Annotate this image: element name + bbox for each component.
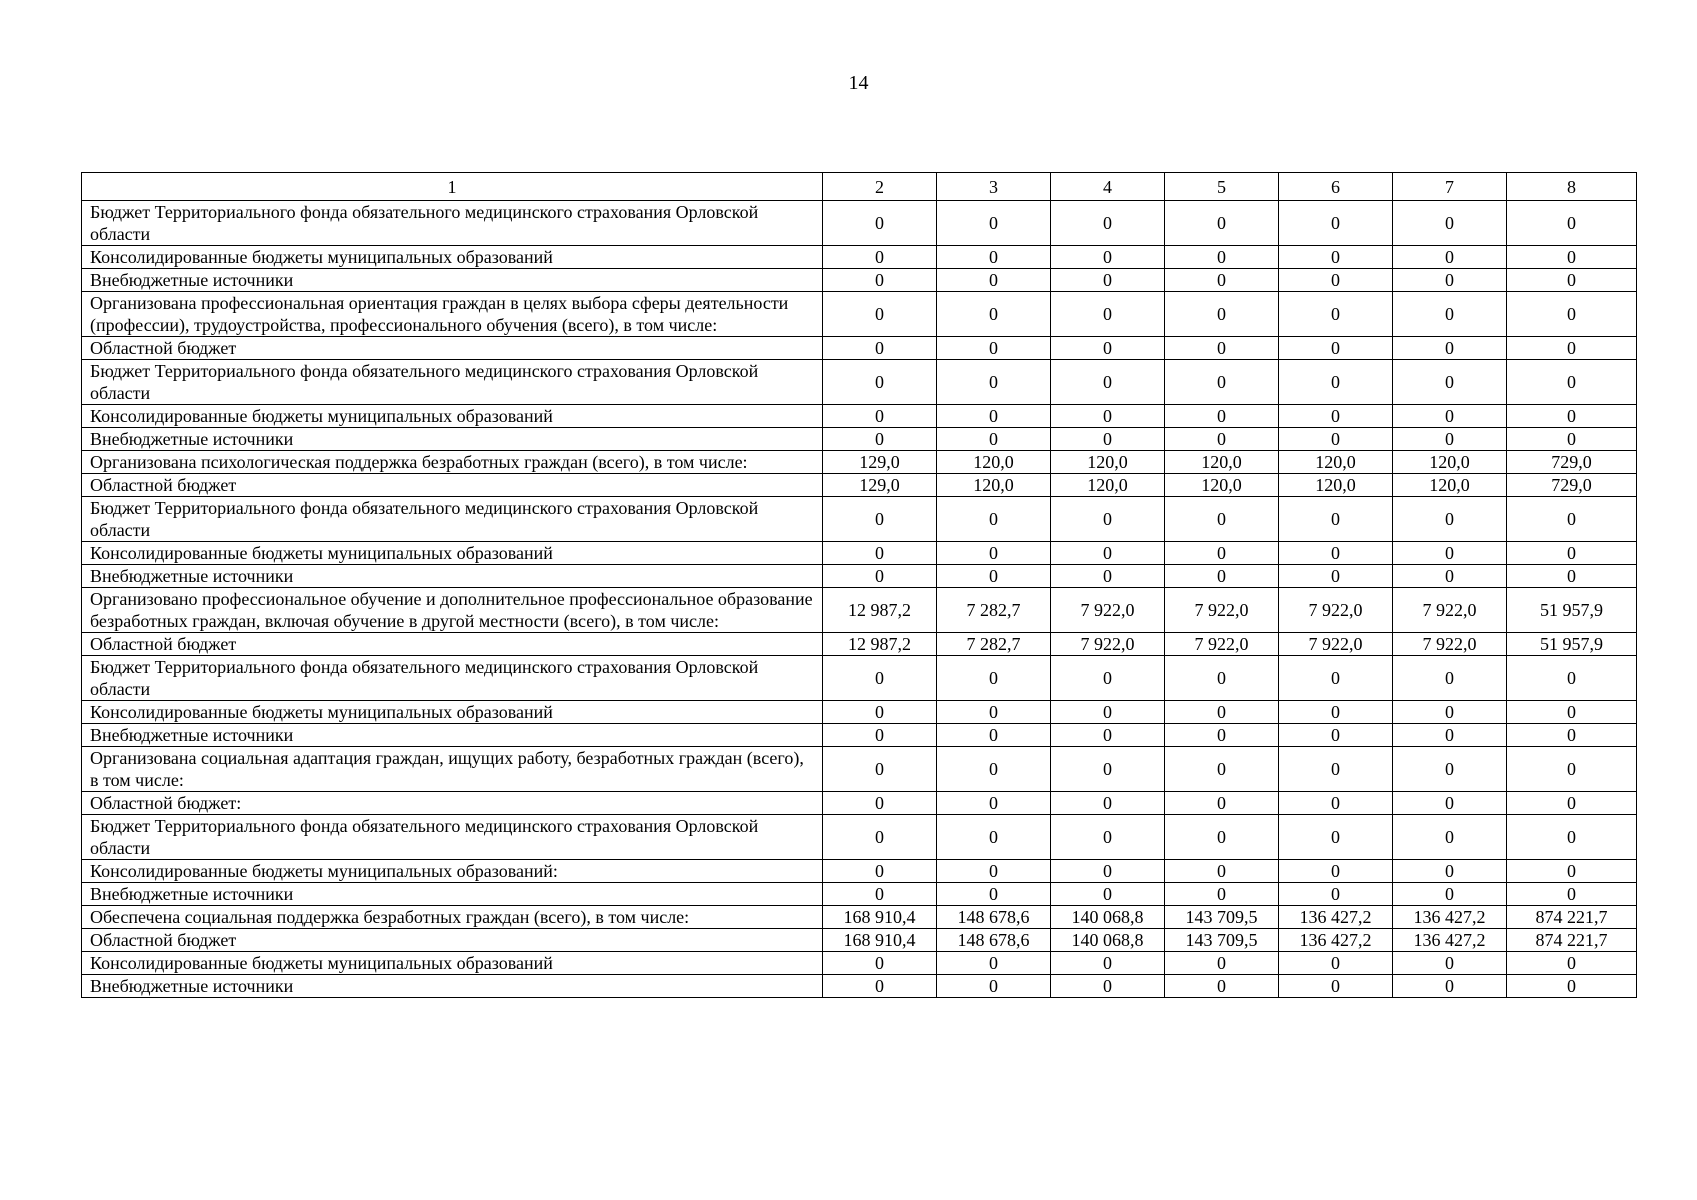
row-value: 0 [1165, 428, 1279, 451]
row-value: 0 [1507, 815, 1637, 860]
row-value: 0 [1507, 269, 1637, 292]
row-label: Областной бюджет [82, 929, 823, 952]
row-value: 7 922,0 [1279, 633, 1393, 656]
row-value: 0 [1051, 497, 1165, 542]
row-value: 0 [1279, 360, 1393, 405]
table-row [82, 405, 1637, 428]
row-value: 0 [1507, 860, 1637, 883]
row-value: 0 [1279, 656, 1393, 701]
row-value: 120,0 [1393, 474, 1507, 497]
row-value: 0 [1507, 497, 1637, 542]
row-value: 0 [1393, 565, 1507, 588]
row-value: 120,0 [1165, 474, 1279, 497]
row-value: 0 [823, 883, 937, 906]
row-label: Внебюджетные источники [82, 269, 823, 292]
row-value: 0 [1279, 860, 1393, 883]
row-label: Консолидированные бюджеты муниципальных образований [82, 701, 823, 724]
row-value: 0 [823, 701, 937, 724]
row-value: 0 [1279, 497, 1393, 542]
row-value: 0 [823, 975, 937, 998]
row-value: 0 [1051, 952, 1165, 975]
row-label: Внебюджетные источники [82, 565, 823, 588]
column-header: 5 [1165, 173, 1279, 201]
row-label: Обеспечена социальная поддержка безработных граждан (всего), в том числе: [82, 906, 823, 929]
row-value: 7 282,7 [937, 633, 1051, 656]
row-value: 0 [937, 952, 1051, 975]
page-number: 14 [848, 72, 869, 94]
row-value: 0 [823, 952, 937, 975]
column-header: 1 [82, 173, 823, 201]
row-value: 0 [1393, 337, 1507, 360]
row-value: 136 427,2 [1279, 929, 1393, 952]
row-value: 0 [937, 792, 1051, 815]
row-value: 0 [1279, 975, 1393, 998]
table-row [82, 975, 1637, 998]
row-label: Бюджет Территориального фонда обязательного медицинского страхования Орловской области [82, 815, 823, 860]
row-label: Областной бюджет [82, 474, 823, 497]
row-value: 0 [1393, 497, 1507, 542]
table-row [82, 747, 1637, 792]
row-value: 0 [1393, 724, 1507, 747]
row-value: 0 [1393, 860, 1507, 883]
row-value: 140 068,8 [1051, 929, 1165, 952]
row-value: 129,0 [823, 451, 937, 474]
row-label: Организована социальная адаптация граждан, ищущих работу, безработных граждан (всего), в том числе: [82, 747, 823, 792]
row-label: Консолидированные бюджеты муниципальных образований [82, 246, 823, 269]
row-value: 0 [1507, 792, 1637, 815]
row-value: 0 [1165, 542, 1279, 565]
row-value: 0 [823, 337, 937, 360]
row-value: 136 427,2 [1393, 929, 1507, 952]
row-value: 0 [823, 428, 937, 451]
row-value: 0 [1165, 883, 1279, 906]
row-value: 7 922,0 [1165, 588, 1279, 633]
row-label: Организована психологическая поддержка безработных граждан (всего), в том числе: [82, 451, 823, 474]
row-value: 120,0 [1051, 451, 1165, 474]
row-value: 0 [823, 201, 937, 246]
row-value: 7 922,0 [1393, 633, 1507, 656]
table-row [82, 906, 1637, 929]
row-value: 0 [823, 792, 937, 815]
row-value: 0 [1507, 542, 1637, 565]
row-label: Областной бюджет [82, 633, 823, 656]
row-value: 874 221,7 [1507, 906, 1637, 929]
row-label: Внебюджетные источники [82, 975, 823, 998]
row-value: 0 [1051, 246, 1165, 269]
table-row [82, 701, 1637, 724]
row-value: 0 [1279, 246, 1393, 269]
row-value: 0 [1051, 428, 1165, 451]
row-value: 7 922,0 [1393, 588, 1507, 633]
row-value: 0 [1507, 701, 1637, 724]
row-value: 7 922,0 [1051, 588, 1165, 633]
row-value: 0 [937, 747, 1051, 792]
row-label: Консолидированные бюджеты муниципальных образований [82, 542, 823, 565]
row-value: 0 [1165, 815, 1279, 860]
table-row [82, 633, 1637, 656]
row-label: Организована профессиональная ориентация граждан в целях выбора сферы деятельности (профессии), трудоустройства, профессионального обучения (всего), в том числе: [82, 292, 823, 337]
row-value: 0 [937, 269, 1051, 292]
row-value: 0 [823, 747, 937, 792]
table-row [82, 246, 1637, 269]
row-value: 0 [1279, 724, 1393, 747]
row-value: 0 [1279, 201, 1393, 246]
row-label: Консолидированные бюджеты муниципальных образований [82, 405, 823, 428]
row-value: 0 [1279, 542, 1393, 565]
row-value: 0 [1165, 246, 1279, 269]
row-value: 0 [1051, 701, 1165, 724]
row-value: 0 [1507, 428, 1637, 451]
table-row [82, 337, 1637, 360]
row-value: 120,0 [937, 474, 1051, 497]
row-value: 0 [1051, 292, 1165, 337]
row-value: 0 [823, 269, 937, 292]
row-value: 729,0 [1507, 474, 1637, 497]
row-value: 0 [1507, 337, 1637, 360]
table-row [82, 929, 1637, 952]
row-value: 0 [1393, 747, 1507, 792]
row-value: 0 [1279, 792, 1393, 815]
row-value: 0 [937, 860, 1051, 883]
row-value: 0 [1051, 360, 1165, 405]
row-value: 0 [937, 201, 1051, 246]
row-value: 0 [1165, 975, 1279, 998]
row-label: Внебюджетные источники [82, 428, 823, 451]
row-value: 0 [1279, 428, 1393, 451]
row-value: 0 [1165, 497, 1279, 542]
row-value: 0 [937, 337, 1051, 360]
row-value: 0 [937, 497, 1051, 542]
row-value: 0 [1051, 405, 1165, 428]
row-value: 0 [823, 246, 937, 269]
row-value: 0 [823, 542, 937, 565]
row-value: 0 [1051, 542, 1165, 565]
table-row [82, 565, 1637, 588]
row-value: 0 [1051, 815, 1165, 860]
row-label: Областной бюджет: [82, 792, 823, 815]
table-body [82, 173, 1637, 998]
row-value: 0 [1165, 292, 1279, 337]
row-value: 0 [1393, 542, 1507, 565]
row-value: 7 922,0 [1051, 633, 1165, 656]
row-value: 0 [1051, 860, 1165, 883]
row-value: 0 [937, 975, 1051, 998]
row-value: 0 [823, 292, 937, 337]
row-value: 0 [823, 565, 937, 588]
row-value: 0 [823, 724, 937, 747]
row-value: 120,0 [1393, 451, 1507, 474]
row-value: 0 [1051, 201, 1165, 246]
row-value: 0 [1279, 815, 1393, 860]
row-value: 0 [1393, 246, 1507, 269]
table-row [82, 656, 1637, 701]
row-label: Организовано профессиональное обучение и дополнительное профессиональное образование безработных граждан, включая обучение в другой местности (всего), в том числе: [82, 588, 823, 633]
row-value: 0 [1051, 656, 1165, 701]
column-header: 3 [937, 173, 1051, 201]
row-value: 120,0 [1279, 451, 1393, 474]
row-value: 0 [1393, 428, 1507, 451]
row-value: 0 [1051, 883, 1165, 906]
row-value: 0 [1393, 405, 1507, 428]
row-value: 0 [1279, 701, 1393, 724]
row-value: 168 910,4 [823, 929, 937, 952]
table-row [82, 451, 1637, 474]
row-value: 0 [1507, 246, 1637, 269]
row-value: 0 [1051, 724, 1165, 747]
table-row [82, 724, 1637, 747]
budget-table [81, 172, 1637, 998]
row-label: Консолидированные бюджеты муниципальных образований [82, 952, 823, 975]
column-header: 7 [1393, 173, 1507, 201]
row-value: 168 910,4 [823, 906, 937, 929]
row-value: 0 [1507, 883, 1637, 906]
table-row [82, 952, 1637, 975]
row-label: Бюджет Территориального фонда обязательного медицинского страхования Орловской области [82, 656, 823, 701]
table-row [82, 360, 1637, 405]
row-label: Бюджет Территориального фонда обязательного медицинского страхования Орловской области [82, 201, 823, 246]
row-value: 0 [1051, 747, 1165, 792]
row-value: 0 [823, 860, 937, 883]
row-label: Областной бюджет [82, 337, 823, 360]
row-value: 0 [1165, 747, 1279, 792]
row-value: 0 [1165, 201, 1279, 246]
table-row [82, 474, 1637, 497]
row-value: 0 [1279, 269, 1393, 292]
row-value: 0 [1393, 360, 1507, 405]
row-value: 0 [937, 701, 1051, 724]
row-value: 120,0 [937, 451, 1051, 474]
row-value: 0 [1393, 883, 1507, 906]
row-value: 0 [823, 405, 937, 428]
row-value: 0 [1393, 201, 1507, 246]
row-label: Внебюджетные источники [82, 724, 823, 747]
row-value: 0 [937, 656, 1051, 701]
row-value: 0 [937, 246, 1051, 269]
table-row [82, 542, 1637, 565]
table-row [82, 860, 1637, 883]
row-value: 0 [1279, 883, 1393, 906]
row-value: 120,0 [1279, 474, 1393, 497]
row-value: 148 678,6 [937, 906, 1051, 929]
row-value: 7 922,0 [1165, 633, 1279, 656]
row-value: 0 [1507, 747, 1637, 792]
row-value: 0 [937, 428, 1051, 451]
row-value: 0 [1507, 975, 1637, 998]
row-value: 0 [1507, 952, 1637, 975]
row-value: 0 [1507, 565, 1637, 588]
row-value: 7 282,7 [937, 588, 1051, 633]
row-value: 0 [937, 815, 1051, 860]
table-row [82, 292, 1637, 337]
row-value: 0 [1051, 337, 1165, 360]
row-value: 0 [937, 565, 1051, 588]
row-value: 0 [1507, 360, 1637, 405]
row-value: 0 [1393, 792, 1507, 815]
table-row [82, 269, 1637, 292]
row-value: 0 [937, 724, 1051, 747]
row-value: 0 [1165, 724, 1279, 747]
row-value: 0 [1393, 815, 1507, 860]
column-header: 4 [1051, 173, 1165, 201]
row-value: 0 [1279, 747, 1393, 792]
table-row [82, 815, 1637, 860]
row-value: 0 [1165, 952, 1279, 975]
table-row [82, 428, 1637, 451]
row-value: 0 [1507, 405, 1637, 428]
row-value: 0 [1051, 269, 1165, 292]
row-value: 12 987,2 [823, 588, 937, 633]
row-value: 7 922,0 [1279, 588, 1393, 633]
row-value: 0 [1165, 565, 1279, 588]
row-value: 120,0 [1051, 474, 1165, 497]
row-value: 0 [937, 542, 1051, 565]
row-label: Бюджет Территориального фонда обязательного медицинского страхования Орловской области [82, 360, 823, 405]
row-value: 0 [1393, 952, 1507, 975]
row-value: 0 [937, 292, 1051, 337]
row-value: 0 [1393, 269, 1507, 292]
row-value: 0 [1393, 292, 1507, 337]
row-value: 0 [1165, 337, 1279, 360]
row-value: 140 068,8 [1051, 906, 1165, 929]
row-value: 148 678,6 [937, 929, 1051, 952]
row-value: 136 427,2 [1279, 906, 1393, 929]
table-row [82, 588, 1637, 633]
row-value: 0 [1279, 337, 1393, 360]
row-value: 120,0 [1165, 451, 1279, 474]
row-value: 129,0 [823, 474, 937, 497]
table-row [82, 792, 1637, 815]
row-value: 0 [937, 405, 1051, 428]
table-row [82, 201, 1637, 246]
row-value: 0 [1165, 269, 1279, 292]
row-value: 0 [1279, 405, 1393, 428]
table-header-row [82, 173, 1637, 201]
column-header: 6 [1279, 173, 1393, 201]
row-value: 0 [937, 360, 1051, 405]
row-value: 143 709,5 [1165, 906, 1279, 929]
column-header: 8 [1507, 173, 1637, 201]
row-value: 0 [1393, 975, 1507, 998]
row-value: 874 221,7 [1507, 929, 1637, 952]
row-value: 0 [1507, 292, 1637, 337]
row-value: 0 [823, 656, 937, 701]
table-row [82, 497, 1637, 542]
row-value: 0 [1051, 565, 1165, 588]
row-value: 136 427,2 [1393, 906, 1507, 929]
row-value: 0 [1507, 656, 1637, 701]
row-value: 0 [823, 497, 937, 542]
row-value: 0 [1051, 975, 1165, 998]
row-value: 0 [1165, 792, 1279, 815]
row-value: 0 [823, 815, 937, 860]
row-value: 12 987,2 [823, 633, 937, 656]
row-label: Внебюджетные источники [82, 883, 823, 906]
row-value: 51 957,9 [1507, 633, 1637, 656]
row-label: Консолидированные бюджеты муниципальных образований: [82, 860, 823, 883]
row-value: 0 [1165, 656, 1279, 701]
row-value: 0 [1507, 201, 1637, 246]
row-value: 0 [937, 883, 1051, 906]
row-value: 0 [823, 360, 937, 405]
row-value: 0 [1279, 565, 1393, 588]
row-value: 0 [1165, 360, 1279, 405]
row-value: 0 [1393, 701, 1507, 724]
row-value: 0 [1393, 656, 1507, 701]
row-value: 0 [1507, 724, 1637, 747]
row-value: 0 [1165, 701, 1279, 724]
column-header: 2 [823, 173, 937, 201]
row-value: 729,0 [1507, 451, 1637, 474]
row-value: 0 [1051, 792, 1165, 815]
row-value: 0 [1279, 952, 1393, 975]
row-value: 0 [1165, 405, 1279, 428]
row-value: 51 957,9 [1507, 588, 1637, 633]
table-row [82, 883, 1637, 906]
row-value: 0 [1279, 292, 1393, 337]
row-label: Бюджет Территориального фонда обязательного медицинского страхования Орловской области [82, 497, 823, 542]
row-value: 143 709,5 [1165, 929, 1279, 952]
row-value: 0 [1165, 860, 1279, 883]
